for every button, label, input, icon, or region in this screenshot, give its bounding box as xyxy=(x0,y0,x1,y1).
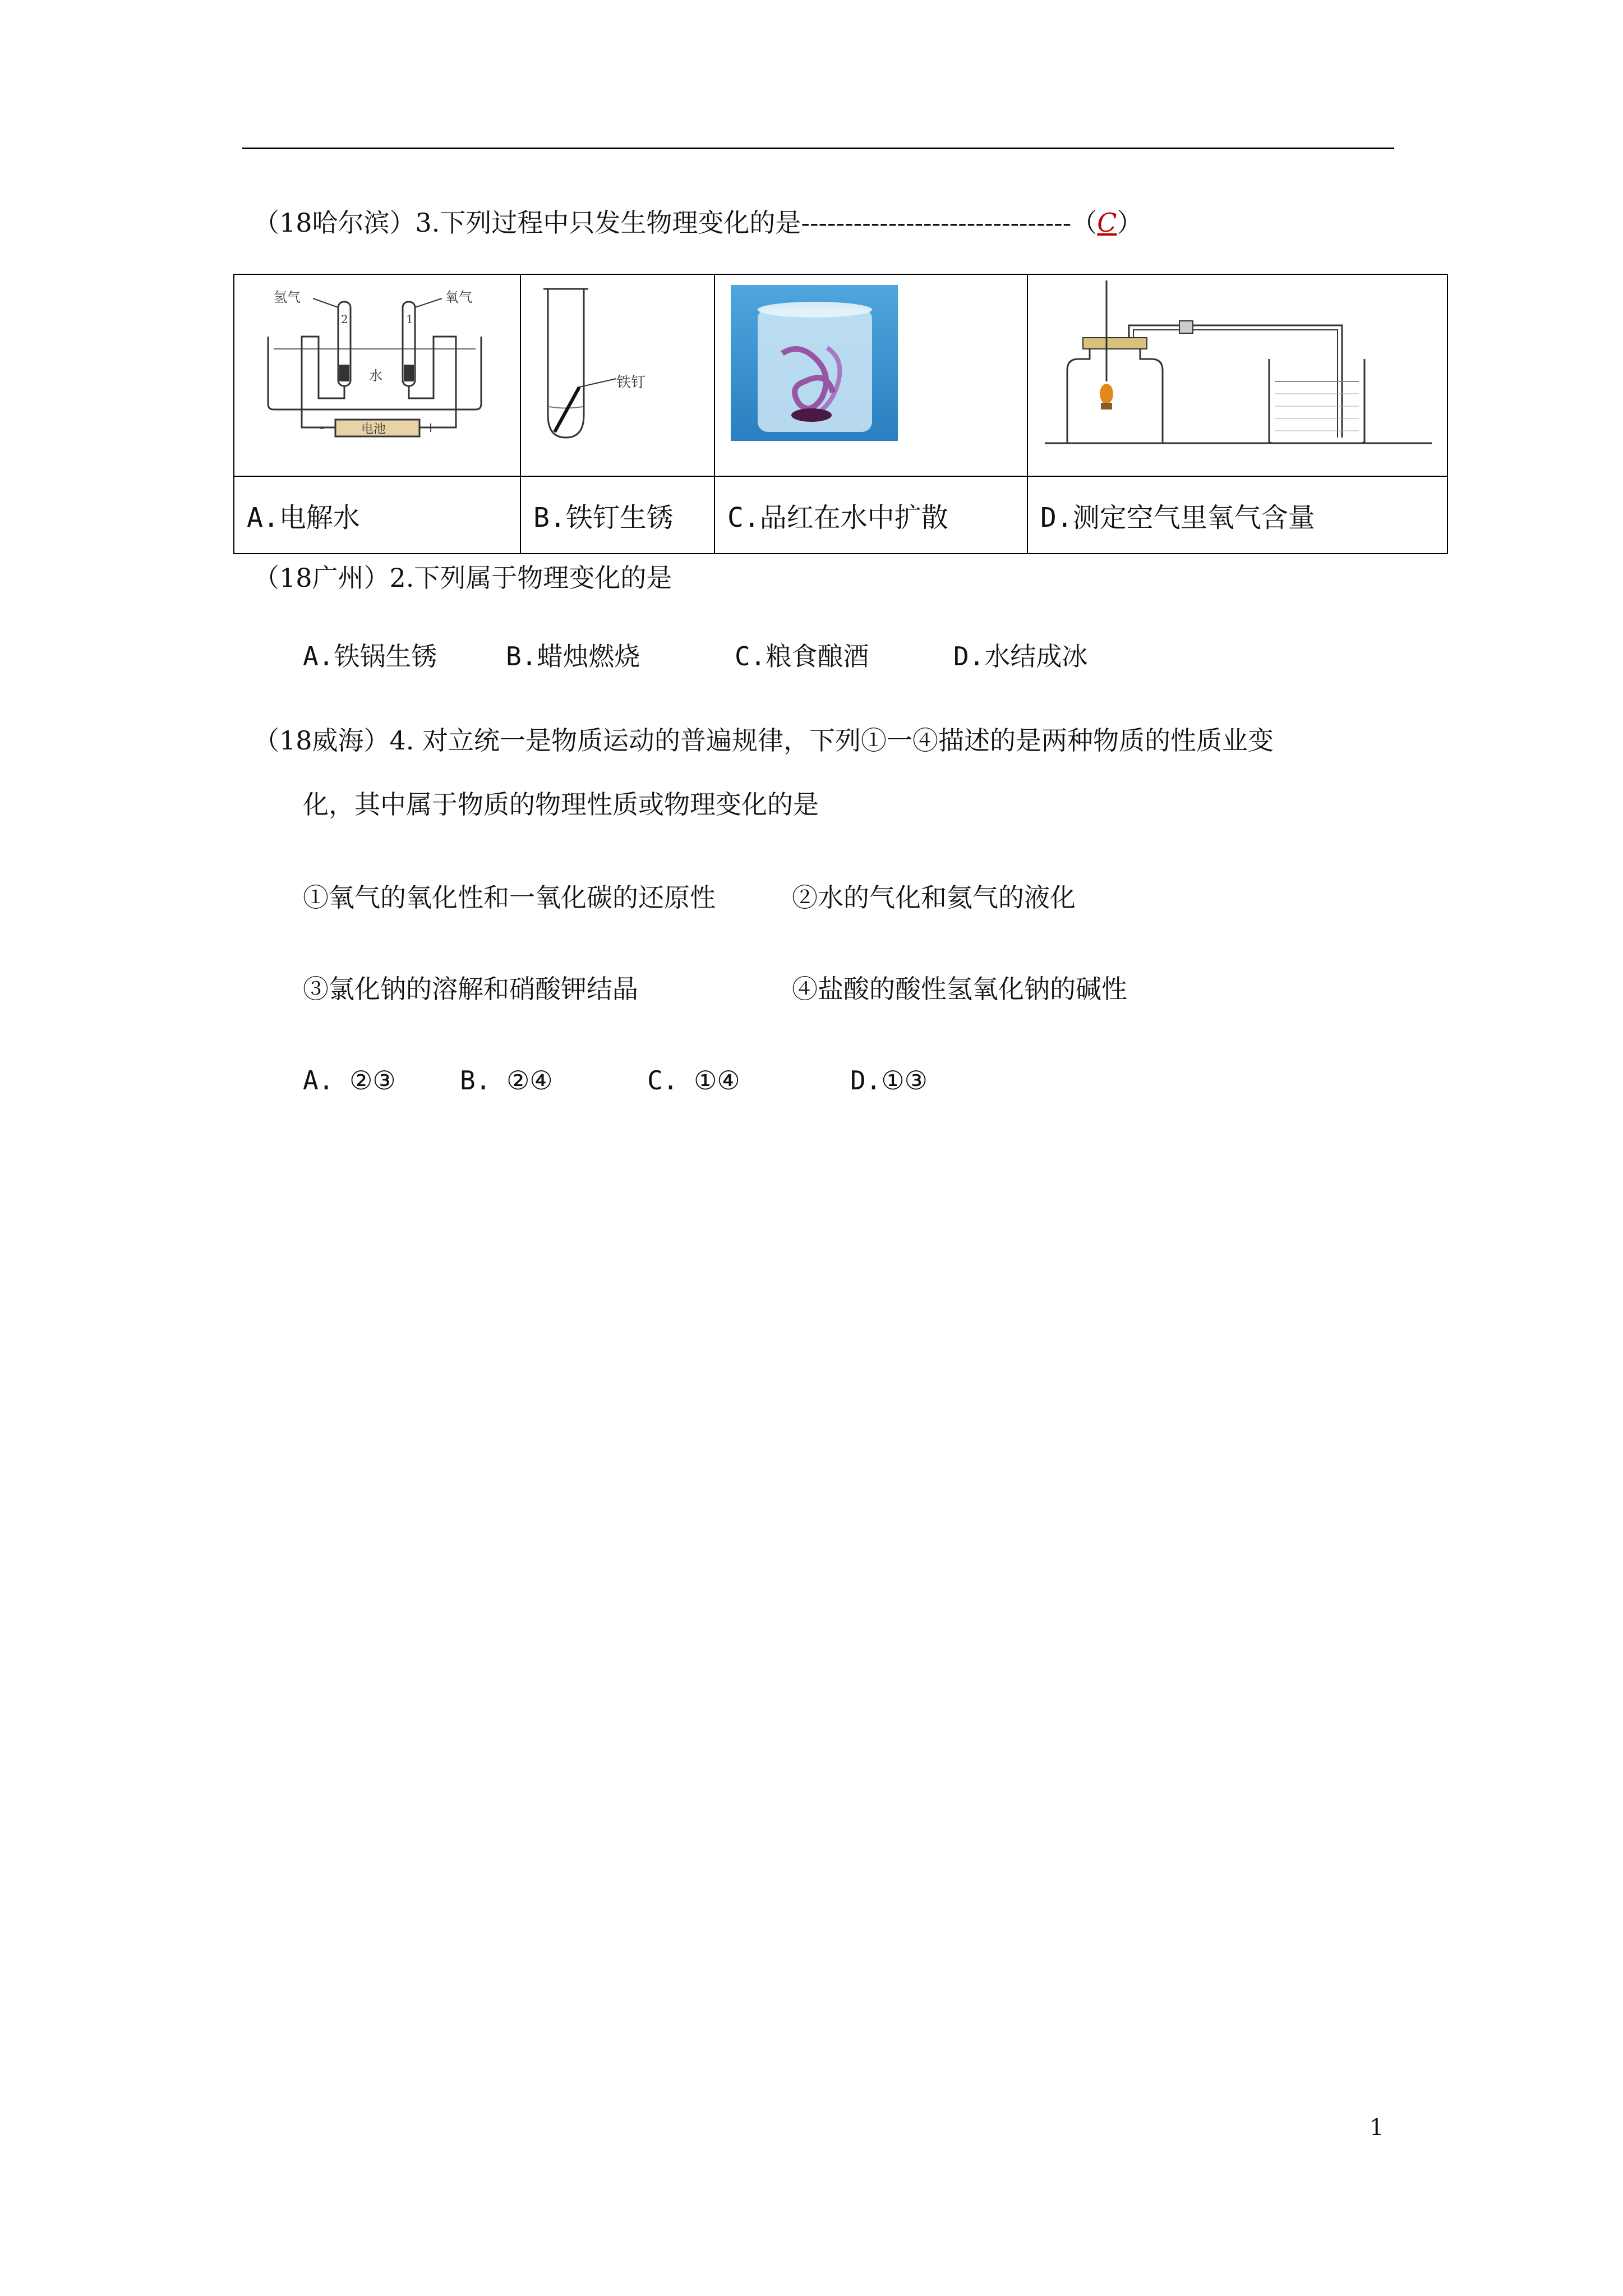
q4-option-a: A. ②③ xyxy=(303,1065,396,1096)
label-hydrogen: 氢气 xyxy=(274,289,301,305)
q4-option-d: D.①③ xyxy=(850,1065,928,1096)
q2-option-c: C.粮食酿酒 xyxy=(735,641,869,671)
figure-dye-diffusion xyxy=(714,274,1027,476)
q3-answer: C xyxy=(1097,208,1117,238)
q4-item-3: ③氯化钠的溶解和硝酸钾结晶 xyxy=(303,974,638,1004)
q4-item-4: ④盐酸的酸性氢氧化钠的碱性 xyxy=(792,974,1127,1004)
q2-option-a: A.铁锅生锈 xyxy=(303,641,437,671)
q4-stem-line2: 化，其中属于物质的物理性质或物理变化的是 xyxy=(303,789,819,820)
q3-option-c: C.品红在水中扩散 xyxy=(714,476,1027,554)
label-oxygen: 氧气 xyxy=(445,289,472,305)
figure-oxygen-measurement xyxy=(1027,274,1447,476)
label-water: 水 xyxy=(369,368,382,384)
figure-electrolysis-cell xyxy=(234,274,520,476)
page-number: 1 xyxy=(1370,2115,1384,2141)
q3-option-a: A.电解水 xyxy=(234,476,520,554)
figure-nail-tube xyxy=(520,274,714,476)
oxygen-apparatus xyxy=(1028,275,1447,476)
header-rule xyxy=(242,148,1394,149)
label-battery: 电池 xyxy=(361,422,386,436)
q4-option-b: B. ②④ xyxy=(460,1065,553,1096)
q3-stem-close: ） xyxy=(1117,208,1143,238)
q3-options-table xyxy=(233,274,1448,554)
q2-option-b: B.蜡烛燃烧 xyxy=(506,641,640,671)
label-nail: 铁钉 xyxy=(616,374,646,391)
q4-item-1: ①氧气的氧化性和一氧化碳的还原性 xyxy=(303,882,716,913)
q3-stem xyxy=(253,206,1142,240)
label-tube-right-mark: 1 xyxy=(406,312,413,326)
label-minus: - xyxy=(320,420,325,435)
q3-option-b: B.铁钉生锈 xyxy=(520,476,714,554)
q4-item-2: ②水的气化和氦气的液化 xyxy=(792,882,1076,913)
q2-option-d: D.水结成冰 xyxy=(953,641,1088,671)
q4-option-c: C. ①④ xyxy=(647,1065,740,1096)
q4-stem-line1: （18威海）4. 对立统一是物质运动的普遍规律，下列①一④描述的是两种物质的性质业变 xyxy=(253,725,1274,756)
label-plus: + xyxy=(425,420,437,435)
label-tube-left-mark: 2 xyxy=(341,312,348,326)
q3-stem-text: （18哈尔滨）3.下列过程中只发生物理变化的是-------------------------------（ xyxy=(253,208,1098,238)
nail-figure xyxy=(521,275,714,476)
dye-photo xyxy=(715,275,1027,476)
electrolysis-figure xyxy=(234,275,520,476)
q3-option-d: D.测定空气里氧气含量 xyxy=(1027,476,1447,554)
q2-stem: （18广州）2.下列属于物理变化的是 xyxy=(253,563,672,593)
